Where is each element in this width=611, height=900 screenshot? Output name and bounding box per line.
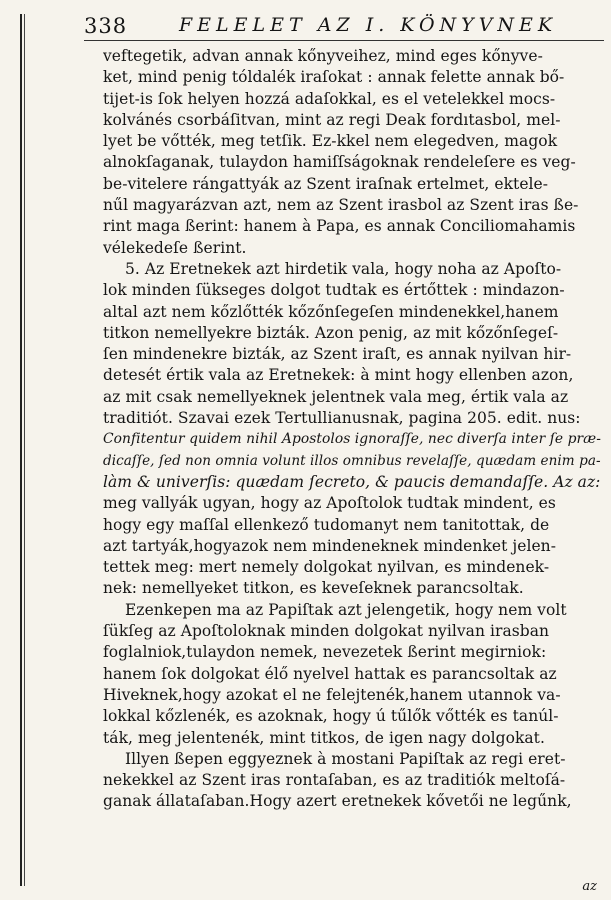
text-line: tijet-is ſok helyen hozzá adaſokkal, es el vetelekkel mocs-	[103, 89, 556, 108]
text-line: lok minden ſükseges dolgot tudtak es értőttek : mindazon-	[103, 281, 565, 300]
text-line: azt tartyák,hogyazok nem mindeneknek mindenket jelen-	[103, 536, 556, 555]
text-line: ket, mind penig tóldalék iraſokat : annak felette annak bő-	[103, 68, 565, 87]
text-line: rint maga ßerint: hanem à Papa, es annak Conciliomahamis	[103, 217, 576, 236]
text-line: Ezenkepen ma az Papiſtak azt jelengetik, hogy nem volt	[125, 600, 567, 619]
text-line: kolvánés csorbáſitvan, mint az regi Deak fordıtasbol, mel-	[103, 110, 561, 129]
text-line: lyet be vőtték, meg tetſik. Ez-kkel nem elegedven, magok	[103, 132, 558, 151]
text-line: nekekkel az Szent iras rontaſaban, es az traditiók meltoſá-	[103, 771, 566, 790]
text-line: titkon nemellyekre bizták. Azon penig, az mit kőzőnſegeſ-	[103, 323, 559, 342]
text-line: be-vitelere rángattyák az Szent iraſnak ertelmet, ektele-	[103, 174, 549, 193]
text-line: dicaſſe, ſed non omnia volunt illos omnibus revelaſſe, quædam enim pa-	[103, 452, 601, 469]
text-line: az mit csak nemellyeknek jelentnek vala meg, értik vala az	[103, 387, 569, 406]
page-number: 338	[84, 14, 128, 38]
text-line: detesét értik vala az Eretnekek: à mint hogy ellenben azon,	[103, 366, 574, 385]
text-line: vélekedeſe ßerint.	[103, 238, 247, 257]
running-title: FELELET AZ I. KÖNYVNEK	[179, 14, 558, 36]
text-line: foglalniok,tulaydon nemek, nevezetek ßerint megirniok:	[103, 643, 547, 662]
text-line: hanem ſok dolgokat élő nyelvel hattak es parancsoltak az	[103, 664, 557, 683]
text-line: ſükſeg az Apoſtoloknak minden dolgokat nyilvan irasban	[103, 622, 550, 641]
text-line: Hiveknek,hogy azokat el ne felejtenék,hanem utannok va-	[103, 685, 561, 704]
text-line: làm & univerſis: quædam ſecreto, & paucis demandaſſe. Az az:	[103, 472, 601, 491]
running-head	[84, 8, 604, 44]
text-line: ſen mindenekre bizták, az Szent iraſt, es annak nyilvan hir-	[103, 345, 572, 364]
text-line: nűl magyarázvan azt, nem az Szent irasbol az Szent iras ße-	[103, 196, 579, 215]
text-line: Confitentur quidem nihil Apostolos ignoraſſe, nec diverſa inter ſe præ-	[103, 431, 601, 448]
text-line: Illyen ßepen eggyeznek à mostani Papiſtak az regi eret-	[125, 749, 566, 768]
catchword: az	[582, 879, 597, 894]
body-text	[103, 46, 601, 813]
text-line: ganak állataſaban.Hogy azert eretnekek kővetői ne legűnk,	[103, 792, 572, 811]
text-line: traditiót. Szavai ezek Tertullianusnak, pagina 205. edit. nus:	[103, 409, 581, 428]
page-border-left	[20, 14, 22, 886]
page-border-inner	[24, 14, 25, 886]
header-rule	[84, 40, 604, 41]
text-line: hogy egy maſſal ellenkező tudomanyt nem tanitottak, de	[103, 515, 550, 534]
text-line: tettek meg: mert nemely dolgokat nyilvan, es mindenek-	[103, 558, 550, 577]
text-line: alnokſaganak, tulaydon hamiſſságoknak rendeleſere es veg-	[103, 153, 576, 172]
text-line: 5. Az Eretnekek azt hirdetik vala, hogy noha az Apoſto-	[125, 259, 562, 278]
text-line: altal azt nem kőzlőtték kőzőnſegeſen mindenekkel,hanem	[103, 302, 559, 321]
text-line: veftegetik, advan annak kőnyveihez, mind eges kőnyve-	[103, 47, 543, 65]
text-line: ták, meg jelentenék, mint titkos, de igen nagy dolgokat.	[103, 728, 545, 747]
text-line: lokkal kőzlenék, es azoknak, hogy ú tűlők vőtték es tanúl-	[103, 707, 559, 726]
text-line: meg vallyák ugyan, hogy az Apoſtolok tudtak mindent, es	[103, 494, 556, 513]
text-line: nek: nemellyeket titkon, es keveſeknek parancsoltak.	[103, 579, 524, 598]
